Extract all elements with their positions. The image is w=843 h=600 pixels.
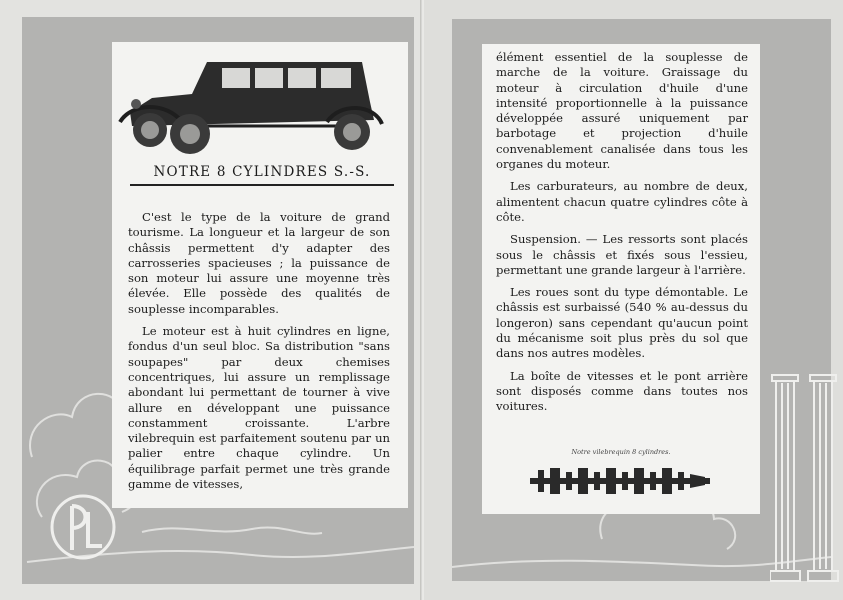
- paragraph: élément essentiel de la souplesse de marche de la voiture. Graissage du moteur à circulation d'huile d'une intensité proportionnelle à la puissance développée assuré uniquement par barbotage et projection d'huile convenablement canalisée dans tous les organes du moteur.: [496, 50, 748, 172]
- left-grey-panel: [22, 17, 414, 584]
- car-illustration: [112, 42, 408, 157]
- classical-columns-illustration: [770, 369, 840, 591]
- paragraph: Les carburateurs, au nombre de deux, alimentent chacun quatre cylindres côte à côte.: [496, 179, 748, 224]
- right-grey-panel: [452, 19, 831, 581]
- page-title: NOTRE 8 CYLINDRES S.-S.: [130, 164, 394, 186]
- pl-monogram-logo: [48, 492, 118, 562]
- crankshaft-illustration: [530, 464, 710, 498]
- paragraph: Suspension. — Les ressorts sont placés sous le châssis et fixés sous l'essieu, permettant une grande largeur à l'arrière.: [496, 232, 748, 277]
- right-text-card: [482, 44, 760, 514]
- crankshaft-caption: Notre vilebrequin 8 cylindres.: [571, 448, 671, 456]
- right-body-text: [496, 50, 748, 422]
- paragraph: La boîte de vitesses et le pont arrière sont disposés comme dans toutes nos voitures.: [496, 368, 748, 414]
- paragraph: Les roues sont du type démontable. Le châssis est surbaissé (540 % au-dessus du longeron) sans cependant qu'aucun point du mécanisme soit plus près du sol que dans nos autres modèles.: [496, 285, 748, 361]
- paragraph: C'est le type de la voiture de grand tourisme. La longueur et la largeur de son châssis permettent d'y adapter des carrosseries spacieuses ; la puissance de son moteur lui assure une moyenne très élevée. Elle possède des qualités de souplesse incomparables.: [128, 210, 390, 316]
- left-text-card: [112, 42, 408, 508]
- paragraph: Le moteur est à huit cylindres en ligne, fondus d'un seul bloc. Sa distribution "sans soupapes" par deux chemises concentriques, lui assure un remplissage abondant lui permettant de tourner à vive allure en développant une puissance constamment croissante. L'arbre vilebrequin est parfaitement soutenu par un palier entre chaque cylindre. Un équilibrage parfait permet une très grande gamme de vitesses,: [128, 324, 390, 492]
- left-body-text: [128, 210, 390, 499]
- right-page: [424, 0, 843, 600]
